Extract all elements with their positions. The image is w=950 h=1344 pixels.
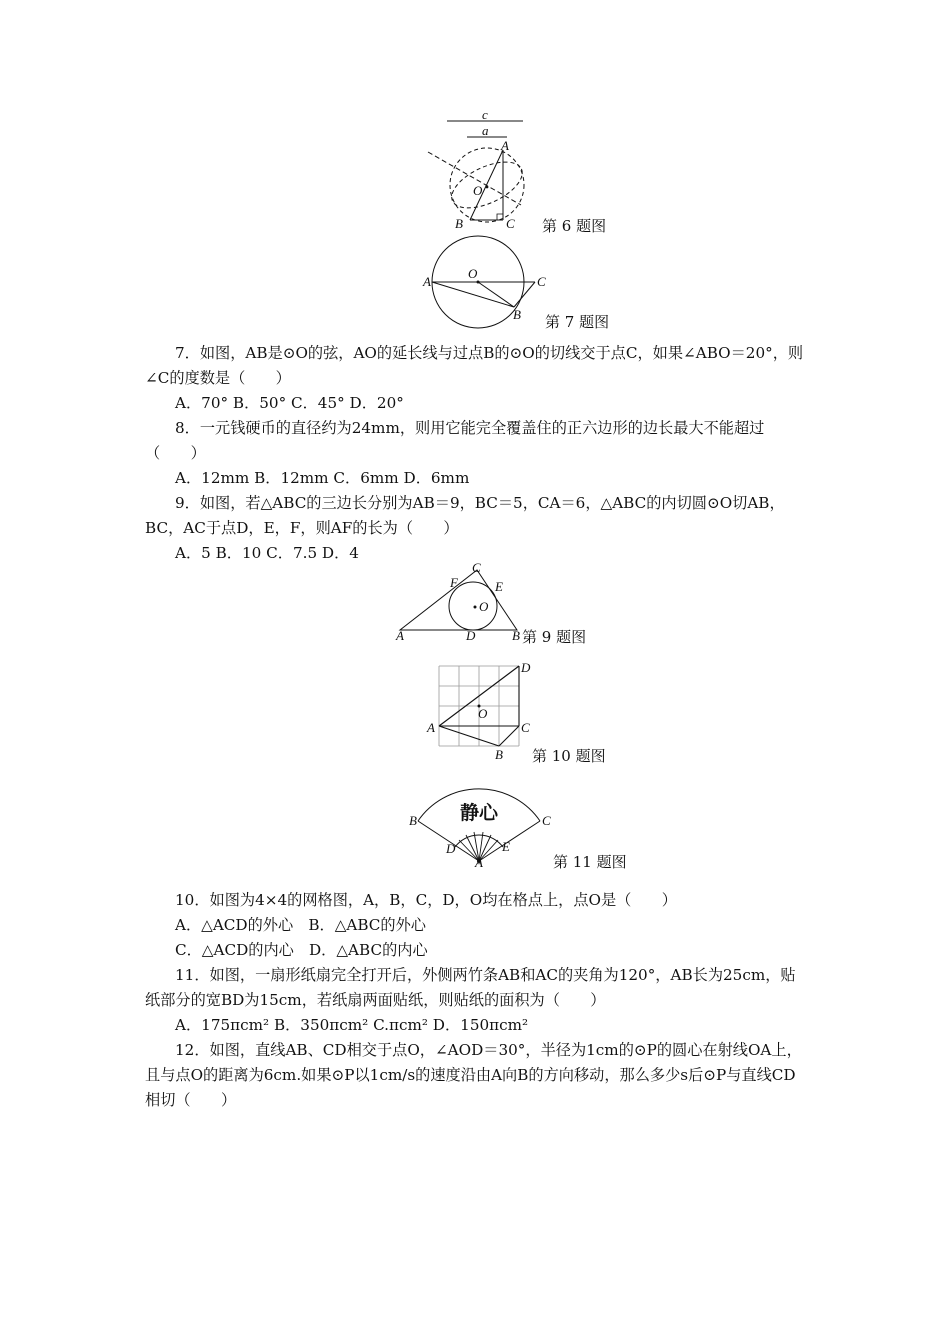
chord-ab <box>432 282 514 307</box>
label-B: B <box>513 307 521 322</box>
question-9-options: A．5 B．10 C．7.5 D．4 <box>175 544 359 562</box>
center-o <box>474 606 477 609</box>
figure-10-caption: 第 10 题图 <box>532 747 606 765</box>
questions-block-1 <box>145 341 810 566</box>
figure-7-caption: 第 7 题图 <box>545 313 610 331</box>
figure-11-diagram <box>405 785 555 870</box>
radius-ob <box>478 282 514 307</box>
figure-7-diagram <box>420 235 550 330</box>
question-8-options: A．12mm B．12mm C．6mm D．6mm <box>175 469 470 487</box>
figure-6 <box>425 107 535 235</box>
label-D: D <box>521 660 531 675</box>
question-8-stem: 8．一元钱硬币的直径约为24mm，则用它能完全覆盖住的正六边形的边长最大不能超过（ ） <box>145 419 765 462</box>
figure-6-caption: 第 6 题图 <box>542 217 607 235</box>
question-12-stem: 12．如图，直线AB、CD相交于点O，∠AOD＝30°，半径为1cm的⊙P的圆心在射线OA上，且与点O的距离为6cm.如果⊙P以1cm/s的速度沿由A向B的方向移动，那么多少s后⊙P与直线CD相切（ ） <box>145 1041 802 1109</box>
question-11-options: A．175πcm² B．350πcm² C.πcm² D．150πcm² <box>175 1016 529 1034</box>
label-A: A <box>501 138 509 153</box>
question-11-stem: 11．如图，一扇形纸扇完全打开后，外侧两竹条AB和AC的夹角为120°，AB长为25cm，贴纸部分的宽BD为15cm，若纸扇两面贴纸，则贴纸的面积为（ ） <box>145 966 796 1009</box>
figure-9-caption: 第 9 题图 <box>522 628 587 646</box>
label-B: B <box>512 628 520 643</box>
figure-7 <box>420 235 550 330</box>
tangent-bc <box>514 282 535 307</box>
label-B: B <box>455 216 463 231</box>
figure-10-diagram <box>425 658 545 763</box>
fan-text: 静心 <box>459 802 499 824</box>
figure-6-diagram <box>425 107 535 235</box>
label-E: E <box>495 579 503 594</box>
label-C: C <box>506 216 515 231</box>
label-B: B <box>409 813 417 828</box>
label-C: C <box>472 560 481 575</box>
question-9-stem: 9．如图，若△ABC的三边长分别为AB＝9，BC＝5，CA＝6，△ABC的内切圆⊙O切AB，BC，AC于点D，E，F，则AF的长为（ ） <box>145 494 785 537</box>
label-D: D <box>446 841 456 856</box>
segment-bc <box>499 726 519 746</box>
question-7-options: A．70° B．50° C．45° D．20° <box>175 394 404 412</box>
label-O: O <box>478 706 488 721</box>
label-C: C <box>542 813 551 828</box>
center-o <box>486 186 489 189</box>
label-A: A <box>475 855 483 870</box>
label-E: E <box>502 839 510 854</box>
label-A: A <box>423 274 431 289</box>
label-F: F <box>450 575 458 590</box>
label-C: C <box>537 274 546 289</box>
label-B: B <box>495 747 503 762</box>
inner-arc <box>455 835 503 847</box>
label-O: O <box>479 599 489 614</box>
label-D: D <box>466 628 476 643</box>
figure-10 <box>425 658 545 763</box>
figure-11 <box>405 785 555 870</box>
figure-9-diagram <box>392 560 532 645</box>
question-7-stem: 7．如图，AB是⊙O的弦，AO的延长线与过点B的⊙O的切线交于点C，如果∠ABO＝20°，则∠C的度数是（ ） <box>145 344 804 387</box>
label-a: a <box>482 123 489 138</box>
label-A: A <box>396 628 404 643</box>
label-O: O <box>473 183 483 198</box>
label-O: O <box>468 266 478 281</box>
label-A: A <box>427 720 435 735</box>
question-10-stem: 10．如图为4×4的网格图，A，B，C，D，O均在格点上，点O是（ ） <box>175 891 677 909</box>
question-10-options-2: C．△ACD的内心 D．△ABC的内心 <box>175 941 428 959</box>
questions-block-2 <box>145 888 810 1113</box>
label-c: c <box>482 107 488 122</box>
figure-11-caption: 第 11 题图 <box>553 853 627 871</box>
segment-ab <box>439 726 499 746</box>
figure-9 <box>392 560 532 645</box>
label-C: C <box>521 720 530 735</box>
question-10-options-1: A．△ACD的外心 B．△ABC的外心 <box>175 916 426 934</box>
